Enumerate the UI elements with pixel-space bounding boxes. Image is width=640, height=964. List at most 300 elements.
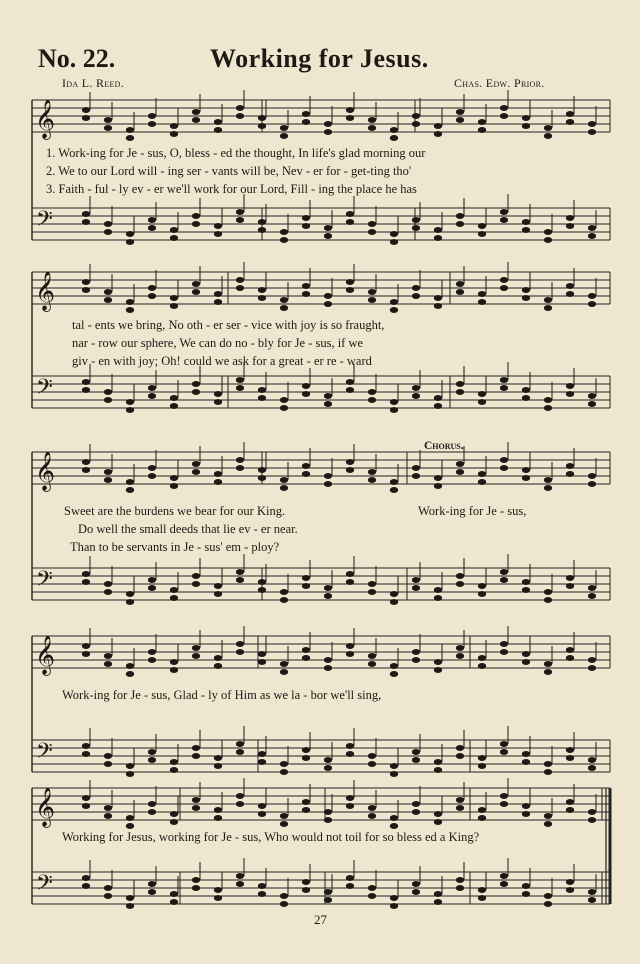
note-head — [192, 109, 200, 115]
note-head — [544, 761, 552, 767]
note-head — [280, 597, 288, 603]
note-head — [126, 671, 134, 677]
note-head — [368, 653, 376, 659]
note-head — [236, 277, 244, 283]
note-head — [104, 581, 112, 587]
note-head — [236, 385, 244, 391]
note-head — [522, 475, 530, 481]
note-head — [412, 225, 420, 231]
note-head — [346, 579, 354, 585]
note-head — [390, 127, 398, 133]
note-head — [324, 233, 332, 239]
note-head — [148, 749, 156, 755]
note-head — [566, 755, 574, 761]
note-head — [500, 209, 508, 215]
note-head — [368, 221, 376, 227]
note-head — [412, 657, 420, 663]
note-head — [148, 649, 156, 655]
note-head — [148, 217, 156, 223]
note-head — [346, 219, 354, 225]
note-head — [258, 227, 266, 233]
note-head — [324, 225, 332, 231]
note-head — [192, 797, 200, 803]
note-head — [522, 115, 530, 121]
note-head — [588, 809, 596, 815]
note-head — [170, 235, 178, 241]
note-head — [456, 753, 464, 759]
note-head — [170, 587, 178, 593]
note-head — [104, 221, 112, 227]
note-head — [258, 659, 266, 665]
note-head — [302, 575, 310, 581]
note-head — [258, 811, 266, 817]
note-head — [324, 129, 332, 135]
note-head — [148, 285, 156, 291]
note-head — [192, 213, 200, 219]
note-head — [500, 569, 508, 575]
note-head — [280, 125, 288, 131]
note-head — [192, 117, 200, 123]
note-head — [588, 897, 596, 903]
note-head — [522, 883, 530, 889]
note-head — [390, 299, 398, 305]
note-head — [236, 881, 244, 887]
note-head — [82, 467, 90, 473]
note-head — [302, 747, 310, 753]
note-head — [280, 477, 288, 483]
note-head — [324, 889, 332, 895]
note-head — [544, 125, 552, 131]
note-head — [588, 481, 596, 487]
note-head — [148, 881, 156, 887]
note-head — [566, 291, 574, 297]
note-head — [522, 759, 530, 765]
note-head — [258, 467, 266, 473]
note-head — [456, 805, 464, 811]
note-head — [302, 755, 310, 761]
note-head — [324, 481, 332, 487]
note-head — [104, 117, 112, 123]
note-head — [214, 583, 222, 589]
hymn-number: No. 22. — [38, 44, 116, 73]
note-head — [390, 479, 398, 485]
note-head — [544, 669, 552, 675]
note-head — [82, 279, 90, 285]
note-head — [170, 475, 178, 481]
note-head — [478, 807, 486, 813]
note-head — [566, 111, 574, 117]
note-head — [588, 657, 596, 663]
treble-clef-icon: 𝄞 — [35, 99, 56, 139]
note-head — [236, 209, 244, 215]
note-head — [588, 225, 596, 231]
note-head — [522, 123, 530, 129]
note-head — [434, 595, 442, 601]
note-head — [434, 891, 442, 897]
note-head — [544, 229, 552, 235]
note-head — [478, 591, 486, 597]
note-head — [522, 287, 530, 293]
note-head — [390, 663, 398, 669]
note-head — [500, 749, 508, 755]
note-head — [456, 389, 464, 395]
note-head — [302, 215, 310, 221]
note-head — [544, 813, 552, 819]
note-head — [82, 875, 90, 881]
note-head — [82, 579, 90, 585]
note-head — [588, 665, 596, 671]
note-head — [192, 877, 200, 883]
note-head — [346, 115, 354, 121]
note-head — [478, 223, 486, 229]
note-head — [126, 407, 134, 413]
note-head — [500, 793, 508, 799]
note-head — [368, 297, 376, 303]
note-head — [82, 115, 90, 121]
note-head — [192, 469, 200, 475]
note-head — [126, 815, 134, 821]
note-head — [214, 399, 222, 405]
note-head — [566, 383, 574, 389]
note-head — [412, 801, 420, 807]
note-head — [368, 589, 376, 595]
note-head — [104, 893, 112, 899]
note-head — [280, 305, 288, 311]
note-head — [236, 285, 244, 291]
note-head — [390, 771, 398, 777]
note-head — [236, 577, 244, 583]
note-head — [478, 391, 486, 397]
note-head — [566, 747, 574, 753]
note-head — [324, 897, 332, 903]
chorus-lyric-1: Work-ing for Je - sus, — [418, 504, 527, 518]
note-head — [588, 401, 596, 407]
note-head — [456, 797, 464, 803]
note-head — [324, 817, 332, 823]
note-head — [192, 461, 200, 467]
note-head — [148, 113, 156, 119]
note-head — [192, 289, 200, 295]
note-head — [324, 593, 332, 599]
note-head — [522, 651, 530, 657]
note-head — [588, 473, 596, 479]
note-head — [434, 475, 442, 481]
note-head — [478, 895, 486, 901]
note-head — [434, 395, 442, 401]
note-head — [500, 285, 508, 291]
note-head — [412, 385, 420, 391]
note-head — [104, 297, 112, 303]
note-head — [214, 299, 222, 305]
note-head — [588, 233, 596, 239]
note-head — [148, 577, 156, 583]
note-head — [302, 655, 310, 661]
note-head — [588, 293, 596, 299]
note-head — [258, 387, 266, 393]
note-head — [104, 813, 112, 819]
verse-1-line-1: 1. Work-ing for Je - sus, O, bless - ed the thought, In life's glad morning our — [46, 146, 426, 160]
note-head — [214, 815, 222, 821]
note-head — [500, 113, 508, 119]
note-head — [456, 581, 464, 587]
note-head — [324, 765, 332, 771]
note-head — [478, 399, 486, 405]
note-head — [148, 393, 156, 399]
note-head — [390, 903, 398, 909]
note-head — [478, 815, 486, 821]
note-head — [390, 815, 398, 821]
note-head — [368, 117, 376, 123]
note-head — [412, 121, 420, 127]
note-head — [280, 297, 288, 303]
note-head — [346, 467, 354, 473]
note-head — [324, 401, 332, 407]
note-head — [346, 643, 354, 649]
note-head — [258, 475, 266, 481]
note-head — [236, 457, 244, 463]
note-head — [126, 479, 134, 485]
note-head — [126, 771, 134, 777]
note-head — [258, 395, 266, 401]
note-head — [500, 577, 508, 583]
note-head — [588, 757, 596, 763]
note-head — [280, 405, 288, 411]
note-head — [456, 877, 464, 883]
note-head — [478, 127, 486, 133]
verse-2-line-1: 2. We to our Lord will - ing ser - vants will be, Nev - er for - get-ting tho' — [46, 164, 412, 178]
note-head — [302, 111, 310, 117]
bass-clef-icon: 𝄢 — [36, 739, 53, 769]
note-head — [280, 229, 288, 235]
note-head — [324, 657, 332, 663]
note-head — [368, 805, 376, 811]
note-head — [126, 903, 134, 909]
note-head — [104, 805, 112, 811]
note-head — [170, 295, 178, 301]
note-head — [478, 291, 486, 297]
note-head — [544, 397, 552, 403]
note-head — [588, 121, 596, 127]
note-head — [170, 403, 178, 409]
note-head — [302, 463, 310, 469]
note-head — [588, 585, 596, 591]
note-head — [324, 757, 332, 763]
note-head — [434, 131, 442, 137]
note-head — [368, 389, 376, 395]
note-head — [148, 225, 156, 231]
note-head — [170, 759, 178, 765]
note-head — [148, 809, 156, 815]
note-head — [456, 645, 464, 651]
note-head — [258, 587, 266, 593]
note-head — [566, 223, 574, 229]
note-head — [214, 231, 222, 237]
note-head — [500, 881, 508, 887]
note-head — [126, 895, 134, 901]
note-head — [478, 479, 486, 485]
note-head — [346, 279, 354, 285]
treble-clef-icon: 𝄞 — [35, 787, 56, 827]
note-head — [544, 485, 552, 491]
note-head — [434, 759, 442, 765]
note-head — [214, 119, 222, 125]
chorus-label: Chorus. — [424, 440, 464, 452]
note-head — [522, 891, 530, 897]
note-head — [214, 807, 222, 813]
note-head — [346, 875, 354, 881]
note-head — [544, 477, 552, 483]
note-head — [280, 761, 288, 767]
note-head — [324, 293, 332, 299]
note-head — [346, 571, 354, 577]
note-head — [104, 661, 112, 667]
bass-clef-icon: 𝄢 — [36, 207, 53, 237]
note-head — [126, 591, 134, 597]
note-head — [302, 471, 310, 477]
note-head — [104, 125, 112, 131]
note-head — [500, 465, 508, 471]
note-head — [566, 215, 574, 221]
note-head — [346, 107, 354, 113]
note-head — [544, 405, 552, 411]
verse-3-line-1: 3. Faith - ful - ly ev - er we'll work for our Lord, Fill - ing the place he has — [46, 182, 417, 196]
note-head — [126, 823, 134, 829]
note-head — [412, 473, 420, 479]
note-head — [500, 801, 508, 807]
note-head — [434, 227, 442, 233]
note-head — [456, 117, 464, 123]
note-head — [566, 879, 574, 885]
page-number: 27 — [314, 912, 327, 927]
note-head — [82, 287, 90, 293]
note-head — [302, 291, 310, 297]
note-head — [214, 223, 222, 229]
note-head — [236, 793, 244, 799]
note-head — [500, 277, 508, 283]
note-head — [478, 471, 486, 477]
note-head — [434, 811, 442, 817]
verse-3-line-2: giv - en with joy; Oh! could we ask for a great - er re - ward — [72, 354, 372, 368]
note-head — [302, 223, 310, 229]
note-head — [104, 753, 112, 759]
note-head — [192, 281, 200, 287]
note-head — [522, 295, 530, 301]
note-head — [148, 385, 156, 391]
note-head — [126, 135, 134, 141]
note-head — [104, 289, 112, 295]
note-head — [302, 799, 310, 805]
note-head — [566, 391, 574, 397]
note-head — [566, 463, 574, 469]
note-head — [456, 469, 464, 475]
note-head — [412, 113, 420, 119]
note-head — [522, 387, 530, 393]
note-head — [104, 389, 112, 395]
note-head — [522, 395, 530, 401]
note-head — [566, 655, 574, 661]
note-head — [500, 641, 508, 647]
note-head — [82, 379, 90, 385]
note-head — [214, 479, 222, 485]
note-head — [258, 651, 266, 657]
note-head — [368, 893, 376, 899]
note-head — [412, 465, 420, 471]
note-head — [280, 661, 288, 667]
note-head — [588, 765, 596, 771]
note-head — [544, 589, 552, 595]
note-head — [126, 127, 134, 133]
chorus-lyric-3: Working for Jesus, working for Je - sus, Who would not toil for so bless ed a King? — [62, 830, 480, 844]
note-head — [478, 299, 486, 305]
bass-clef-icon: 𝄢 — [36, 375, 53, 405]
note-head — [390, 135, 398, 141]
note-head — [258, 123, 266, 129]
note-head — [104, 229, 112, 235]
note-head — [280, 901, 288, 907]
note-head — [258, 883, 266, 889]
note-head — [302, 879, 310, 885]
note-head — [170, 123, 178, 129]
note-head — [544, 769, 552, 775]
note-head — [170, 483, 178, 489]
note-head — [434, 899, 442, 905]
note-head — [148, 585, 156, 591]
note-head — [82, 107, 90, 113]
note-head — [126, 399, 134, 405]
verse-1-line-3: Sweet are the burdens we bear for our King. — [64, 504, 286, 518]
note-head — [170, 891, 178, 897]
note-head — [478, 231, 486, 237]
note-head — [368, 469, 376, 475]
note-head — [390, 239, 398, 245]
note-head — [214, 591, 222, 597]
note-head — [148, 465, 156, 471]
note-head — [544, 893, 552, 899]
note-head — [456, 461, 464, 467]
note-head — [544, 597, 552, 603]
note-head — [522, 587, 530, 593]
note-head — [346, 651, 354, 657]
composer-credit: Chas. Edw. Prior. — [454, 76, 545, 90]
note-head — [390, 307, 398, 313]
note-head — [544, 821, 552, 827]
note-head — [148, 293, 156, 299]
note-head — [390, 231, 398, 237]
note-head — [434, 819, 442, 825]
note-head — [258, 803, 266, 809]
note-head — [588, 889, 596, 895]
note-head — [324, 809, 332, 815]
note-head — [126, 299, 134, 305]
note-head — [192, 645, 200, 651]
note-head — [170, 395, 178, 401]
note-head — [566, 647, 574, 653]
note-head — [302, 391, 310, 397]
note-head — [192, 581, 200, 587]
treble-clef-icon: 𝄞 — [35, 451, 56, 491]
note-head — [588, 301, 596, 307]
note-head — [368, 885, 376, 891]
note-head — [258, 891, 266, 897]
note-head — [302, 807, 310, 813]
note-head — [324, 585, 332, 591]
note-head — [544, 237, 552, 243]
note-head — [192, 221, 200, 227]
note-head — [478, 119, 486, 125]
note-head — [302, 887, 310, 893]
note-head — [126, 599, 134, 605]
note-head — [192, 745, 200, 751]
